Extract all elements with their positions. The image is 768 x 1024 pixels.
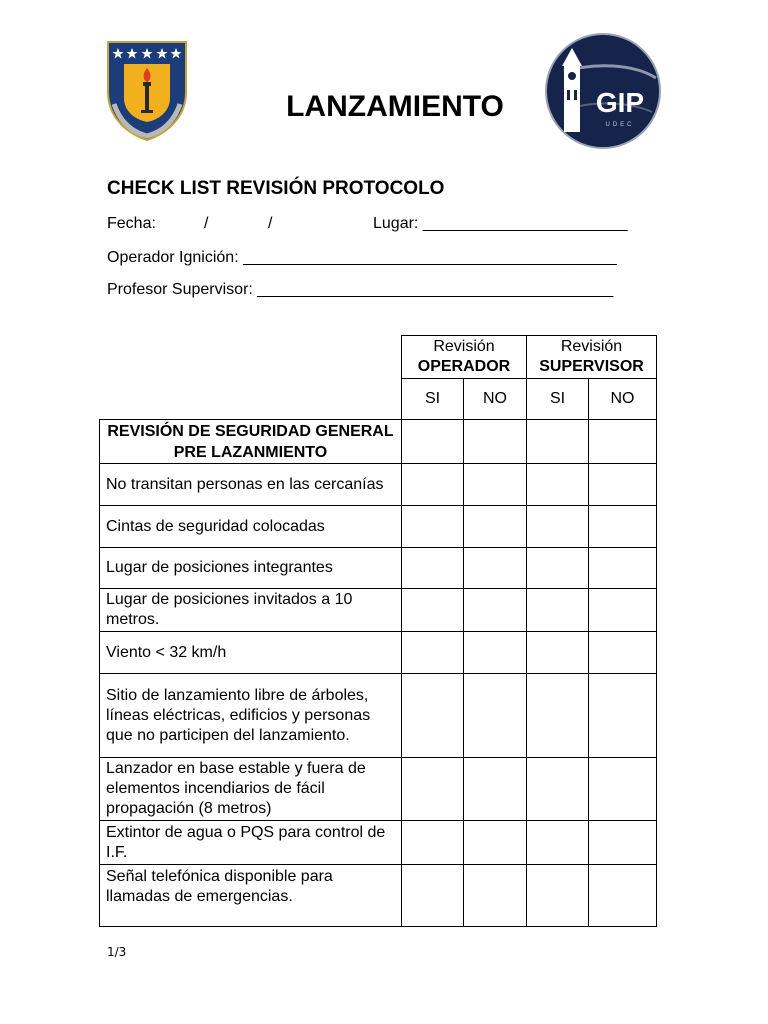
check-cell-supervisor-si[interactable] — [527, 589, 589, 632]
check-cell-operador-si[interactable] — [402, 865, 464, 927]
check-cell-supervisor-no[interactable] — [589, 821, 657, 865]
check-cell-supervisor-si[interactable] — [527, 674, 589, 758]
fecha-label: Fecha: — [107, 215, 156, 232]
gip-logo-small-text: UDEC — [605, 122, 635, 128]
checklist-item-label: Cintas de seguridad colocadas — [100, 506, 402, 548]
check-cell-operador-si[interactable] — [402, 589, 464, 632]
check-cell-supervisor-si[interactable] — [527, 506, 589, 548]
check-cell-operador-si[interactable] — [402, 420, 464, 464]
checklist-item-label: Viento < 32 km/h — [100, 632, 402, 674]
supervisor-review-line1: Revisión — [560, 338, 623, 355]
check-cell-operador-si[interactable] — [402, 548, 464, 589]
check-cell-operador-si[interactable] — [402, 464, 464, 506]
table-row — [100, 758, 657, 821]
check-cell-operador-no[interactable] — [464, 758, 527, 821]
check-cell-operador-no[interactable] — [464, 420, 527, 464]
table-row — [100, 548, 657, 589]
check-cell-operador-no[interactable] — [464, 464, 527, 506]
operador-review-line2: OPERADOR — [417, 358, 511, 375]
check-cell-supervisor-no[interactable] — [589, 758, 657, 821]
check-cell-operador-no[interactable] — [464, 821, 527, 865]
check-cell-supervisor-si[interactable] — [527, 865, 589, 927]
check-cell-operador-no[interactable] — [464, 865, 527, 927]
check-cell-operador-si[interactable] — [402, 758, 464, 821]
check-cell-supervisor-si[interactable] — [527, 464, 589, 506]
check-cell-supervisor-si[interactable] — [527, 821, 589, 865]
checklist-item-label: Extintor de agua o PQS para control de I.F. — [100, 821, 402, 865]
check-cell-supervisor-no[interactable] — [589, 420, 657, 464]
check-cell-supervisor-no[interactable] — [589, 865, 657, 927]
check-cell-operador-si[interactable] — [402, 821, 464, 865]
gip-logo-text: GIP — [595, 87, 645, 118]
operador-no-header: NO — [464, 379, 527, 420]
check-cell-supervisor-no[interactable] — [589, 589, 657, 632]
check-cell-supervisor-no[interactable] — [589, 506, 657, 548]
check-cell-operador-no[interactable] — [464, 589, 527, 632]
operador-si-header: SI — [402, 379, 464, 420]
checklist-table — [99, 419, 657, 927]
fecha-slash-1: / — [204, 215, 209, 232]
check-cell-operador-no[interactable] — [464, 506, 527, 548]
section-title: REVISIÓN DE SEGURIDAD GENERAL PRE LAZANMIENTO — [100, 420, 402, 464]
table-row — [100, 420, 657, 464]
checklist-subtitle: CHECK LIST REVISIÓN PROTOCOLO — [107, 178, 445, 199]
check-cell-operador-si[interactable] — [402, 506, 464, 548]
page-number: 1/3 — [107, 945, 127, 959]
supervisor-no-header: NO — [589, 379, 657, 420]
check-cell-supervisor-si[interactable] — [527, 758, 589, 821]
check-cell-supervisor-no[interactable] — [589, 632, 657, 674]
fecha-slash-2: / — [268, 215, 273, 232]
checklist-item-label: Lugar de posiciones invitados a 10 metros. — [100, 589, 402, 632]
check-cell-operador-no[interactable] — [464, 548, 527, 589]
check-cell-supervisor-si[interactable] — [527, 420, 589, 464]
table-row — [100, 589, 657, 632]
table-row — [100, 865, 657, 927]
supervisor-review-line2: SUPERVISOR — [539, 358, 644, 375]
review-column-headers — [401, 335, 657, 420]
table-row — [100, 821, 657, 865]
table-row — [100, 632, 657, 674]
check-cell-operador-si[interactable] — [402, 632, 464, 674]
check-cell-supervisor-si[interactable] — [527, 632, 589, 674]
checklist-item-label: Señal telefónica disponible para llamadas de emergencias. — [100, 865, 402, 927]
document-title: LANZAMIENTO — [286, 90, 504, 123]
operador-review-header — [402, 336, 527, 379]
checklist-item-label: Sitio de lanzamiento libre de árboles, líneas eléctricas, edificios y personas que no participen del lanzamiento. — [100, 674, 402, 758]
operador-review-line1: Revisión — [433, 338, 495, 355]
supervisor-si-header: SI — [527, 379, 589, 420]
table-row — [100, 464, 657, 506]
check-cell-supervisor-no[interactable] — [589, 548, 657, 589]
check-cell-supervisor-no[interactable] — [589, 464, 657, 506]
profesor-supervisor-field: Profesor Supervisor: ________________________________________ — [107, 281, 614, 298]
check-cell-operador-no[interactable] — [464, 632, 527, 674]
checklist-item-label: No transitan personas en las cercanías — [100, 464, 402, 506]
checklist-item-label: Lugar de posiciones integrantes — [100, 548, 402, 589]
check-cell-operador-no[interactable] — [464, 674, 527, 758]
supervisor-review-header — [527, 336, 657, 379]
operador-ignicion-field: Operador Ignición: __________________________________________ — [107, 249, 617, 266]
check-cell-supervisor-no[interactable] — [589, 674, 657, 758]
check-cell-operador-si[interactable] — [402, 674, 464, 758]
table-row — [100, 506, 657, 548]
check-cell-supervisor-si[interactable] — [527, 548, 589, 589]
lugar-field: Lugar: _______________________ — [373, 215, 628, 232]
table-row — [100, 674, 657, 758]
checklist-item-label: Lanzador en base estable y fuera de elementos incendiarios de fácil propagación (8 metros) — [100, 758, 402, 821]
